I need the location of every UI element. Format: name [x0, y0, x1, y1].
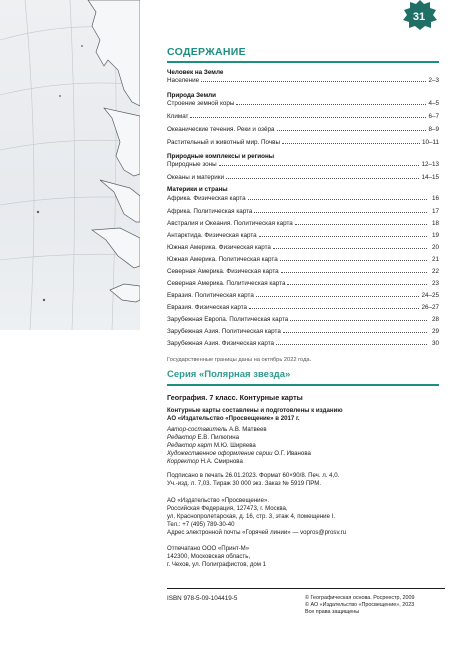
series-title: Серия «Полярная звезда» — [167, 369, 291, 380]
toc-entry: Климат 6–7 — [167, 113, 439, 120]
copyright-line: Все права защищены — [305, 609, 360, 615]
copyright-line: © Географическая основа. Росреестр, 2009 — [305, 595, 415, 601]
book-title: География. 7 класс. Контурные карты — [167, 393, 303, 402]
toc-entry: Евразия. Политическая карта 24–25 — [167, 292, 439, 299]
toc-entry: Южная Америка. Физическая карта 20 — [167, 244, 439, 251]
toc-entry: Океаны и материки 14–15 — [167, 174, 439, 181]
toc-entry: Южная Америка. Политическая карта 21 — [167, 256, 439, 263]
toc-entry: Растительный и животный мир. Почвы 10–11 — [167, 139, 439, 146]
credit-map-editor: Редактор карт М.Ю. Ширяева — [167, 442, 256, 449]
publisher-line: Адрес электронной почты «Горячей линии» — vopros@prosv.ru — [167, 529, 347, 536]
toc-entry: Природные зоны 12–13 — [167, 161, 439, 168]
toc-section-heading: Природные комплексы и регионы — [167, 153, 275, 160]
prepared-line-1: Контурные карты составлены и подготовлены к изданию — [167, 407, 343, 414]
toc-section-heading: Материки и страны — [167, 186, 228, 193]
printer-line: 142300, Московская область, — [167, 553, 251, 560]
contour-map-fragment — [0, 0, 140, 330]
series-title-rule — [167, 384, 439, 386]
toc-section-heading: Человек на Земле — [167, 69, 224, 76]
print-info-line-2: Уч.-изд. л. 7,03. Тираж 30 000 экз. Заказ № 5919 ПРМ. — [167, 480, 322, 487]
footer-rule — [167, 588, 445, 589]
printer-line: Отпечатано ООО «Принт-М» — [167, 545, 250, 552]
toc-entry: Антарктида. Физическая карта 19 — [167, 232, 439, 239]
credit-author: Автор-составитель А.В. Матвеев — [167, 426, 267, 433]
toc-entry: Австралия и Океания. Политическая карта 18 — [167, 220, 439, 227]
publisher-line: Российская Федерация, 127473, г. Москва, — [167, 505, 288, 512]
toc-title-rule — [167, 61, 439, 63]
page-number: 31 — [412, 11, 426, 23]
toc-entry: Население 2–3 — [167, 77, 439, 84]
credit-art-design: Художественное оформление серии О.Г. Иванова — [167, 450, 311, 457]
printer-line: г. Чехов, ул. Полиграфистов, дом 1 — [167, 561, 267, 568]
toc-entry: Северная Америка. Физическая карта 22 — [167, 268, 439, 275]
toc-section-heading: Природа Земли — [167, 92, 216, 99]
toc-entry: Африка. Политическая карта 17 — [167, 208, 439, 215]
map-graticule — [0, 0, 140, 330]
toc-entry: Строение земной коры 4–5 — [167, 100, 439, 107]
copyright-line: © АО «Издательство «Просвещение», 2023 — [305, 602, 415, 608]
prepared-line-2: АО «Издательство «Просвещение» в 2017 г. — [167, 415, 300, 422]
isbn: ISBN 978-5-09-104419-5 — [167, 595, 238, 602]
toc-entry: Зарубежная Азия. Политическая карта 29 — [167, 328, 439, 335]
toc-entry: Зарубежная Европа. Политическая карта 28 — [167, 316, 439, 323]
publisher-line: Тел.: +7 (495) 789-30-40 — [167, 521, 235, 528]
print-info-line-1: Подписано в печать 26.01.2023. Формат 60×90/8. Печ. л. 4,0. — [167, 472, 340, 479]
toc-entry: Зарубежная Азия. Физическая карта 30 — [167, 340, 439, 347]
publisher-line: АО «Издательство «Просвещение». — [167, 497, 270, 504]
borders-note: Государственные границы даны на октябрь 2022 года. — [167, 357, 312, 363]
toc-entry: Океанические течения. Реки и озёра 8–9 — [167, 126, 439, 133]
publisher-line: ул. Краснопролетарская, д. 16, стр. 3, этаж 4, помещение I. — [167, 513, 336, 520]
credit-editor: Редактор Е.В. Пилюгина — [167, 434, 240, 441]
toc-entry: Африка. Физическая карта 16 — [167, 195, 439, 202]
credit-proofreader: Корректор Н.А. Смирнова — [167, 458, 243, 465]
toc-entry: Северная Америка. Политическая карта 23 — [167, 280, 439, 287]
toc-title: СОДЕРЖАНИЕ — [167, 46, 246, 58]
toc-entry: Евразия. Физическая карта 26–27 — [167, 304, 439, 311]
